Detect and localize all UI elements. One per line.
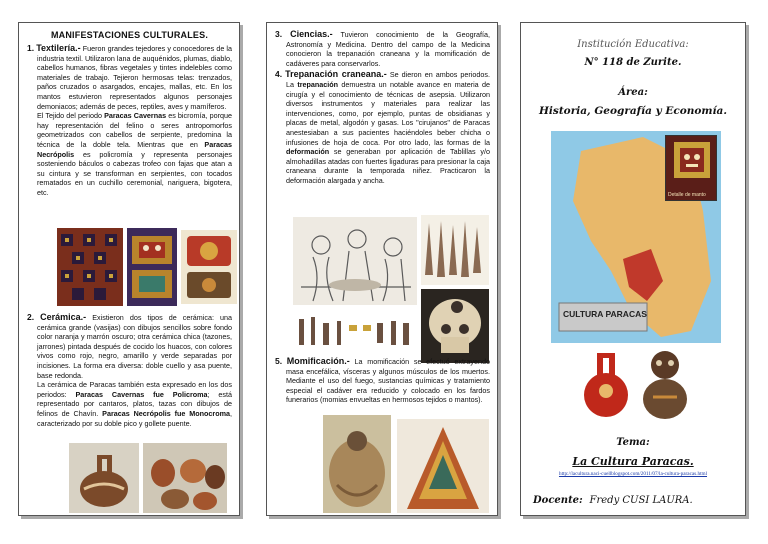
- item-momificacion: [275, 357, 490, 405]
- item-textileria-periods: [27, 111, 232, 197]
- textile-photo-3: [181, 230, 237, 304]
- teacher-label: Docente:: [533, 495, 583, 506]
- figure-vessel-photo: [637, 345, 693, 421]
- text-fragment: La cerámica de Paracas también esta expresado en los dos periodos:: [37, 380, 232, 399]
- trepanned-skull-photo: [421, 289, 489, 363]
- bold-term: Paracas Cavernas fue Policroma: [75, 389, 208, 399]
- item-ceramica: [27, 313, 232, 380]
- item-textileria: [27, 44, 232, 111]
- text-fragment: Se dieron en ambos periodos. La: [286, 70, 490, 89]
- text-fragment: se generaban por aplicación de Tablillas y/o almohadillas atadas con fuertes ligaduras para presionar la caja craneana durante la temporada niñez. Practicaron la deformación alargada y ancha.: [286, 147, 490, 185]
- school-name: N° 118 de Zurite.: [584, 57, 682, 68]
- text-fragment: ; está representado por cantaros, platos, tazas con dibujos de felinos de Chavín.: [37, 389, 232, 418]
- panel-cultural-manifestations: [18, 22, 240, 516]
- area-label: Área:: [618, 87, 648, 98]
- inset-caption: Detalle de manto: [668, 192, 706, 198]
- source-link[interactable]: http://lacultura.naci-cuellblogspot.com/2011/07/la-cultura-paracas.html: [558, 471, 708, 477]
- section-heading: MANIFESTACIONES CULTURALES.: [50, 30, 209, 40]
- item-title: Cerámica.-: [40, 312, 87, 322]
- item-title: Ciencias.-: [290, 29, 333, 39]
- mummy-photo: [323, 415, 391, 513]
- funerary-bundle-photo: [397, 419, 489, 513]
- text-fragment: es policromía y representa personajes sosteniendo báculos o cabezas trofeo con fajas que atan a su cintura y se transforman en serpientes, con tocados rematados en un cuchillo ceremonial, nariguera, bigotera, etc.: [37, 149, 232, 197]
- item-number: 3.: [275, 29, 283, 39]
- item-number: 2.: [27, 312, 35, 322]
- area-name: Historia, Geografía y Economía.: [539, 105, 727, 117]
- item-text: Tuvieron conocimiento de la Geografía, Astronomía y Medicina. Dentro del campo de la Medicina conocieron la trepanación craneana y la momificación de cadáveres para conservarlos.: [286, 30, 490, 68]
- text-fragment: demuestra un notable avance en materia de cirugía y el conocimiento de técnicas de asepsia. Utilizaron diversos instrumentos y materiales para realizar las intervenciones, como, por ejemplo, puntas de obsidianas y placas de metal, algodón y gasas. Los "cirujanos" de Paracas anestesiaban a sus pacientes haciéndoles beber chicha o infusiones de hoja de coca. Por otro lado, las formas de la: [286, 79, 490, 147]
- bold-term: Paracas Necrópolis: [37, 139, 232, 159]
- institution-label: Institución Educativa:: [577, 39, 689, 50]
- item-text: Existieron dos tipos de cerámica: una cerámica grande (vasijas) con dibujos sencillos sobre fondo color naranja y marrón oscuro; otra cerámica chica (tazones, jarrones) pintada después de cocido los huacos, con colores vivos como rojo, negro, amarillo y verde separadas por incisiones. La forma era diversa: doble cuello y asa puente, base redonda.: [37, 313, 232, 380]
- item-ceramica-periods: [27, 380, 232, 428]
- item-ciencias: [275, 30, 490, 68]
- map-caption: CULTURA PARACAS: [563, 309, 647, 319]
- text-fragment: es bicromía, porque hay representación del felino o seres antropomorfos geometrizados con cabellos de serpiente, predomina la técnica de la doble tela. Mientras que en: [37, 111, 232, 149]
- item-trepanacion: [275, 70, 490, 185]
- text-fragment: , caracterizado por su doble pico y gollete puente.: [37, 408, 232, 428]
- bold-term: Paracas Necrópolis fue Monocroma: [102, 408, 230, 418]
- teacher-name: Fredy CUSI LAURA.: [589, 495, 693, 506]
- ceramic-photo-1: [69, 443, 139, 513]
- tema-name: La Cultura Paracas.: [572, 455, 694, 468]
- item-title: Momificación.-: [286, 356, 350, 366]
- obsidian-tools-photo: [421, 215, 489, 285]
- red-vessel-photo: [579, 345, 633, 421]
- bold-term: trepanación: [297, 79, 339, 89]
- textile-photo-2: [127, 228, 177, 306]
- panel-cover: [520, 22, 746, 516]
- trepanation-illustration: [293, 217, 417, 305]
- item-number: 1.: [27, 43, 35, 53]
- bold-term: Paracas Cavernas: [104, 111, 167, 121]
- item-text: La momificación se efectuó extrayendo masa encefálica, vísceras y algunos músculos de los muertos. Mediante el uso del fuego, sustancias químicas y tratamiento especial el cadáver era reducido y colocado en los fardos funerarios (momias envueltas en hermosos tejidos o mantos).: [286, 357, 490, 405]
- panel-sciences: [266, 22, 498, 516]
- bold-term: deformación: [286, 147, 330, 157]
- paracas-map: [551, 131, 721, 343]
- instruments-photo: [293, 309, 417, 359]
- item-text: Fueron grandes tejedores y conocedores de la industria textil. Utilizaron lana de auquénidos, plumas, diablo, cabellos humanos, fibras vegetales y tintes indelebles como materiales de trabajo. Tejieron hermosas telas: trenzados, paños cruzados o asargados, encajes, mallas, etc. En los mantos estuvieron representados algunos personajes demoniacos; además de peces, reptiles, aves y mamíferos.: [37, 44, 233, 111]
- text-fragment: El Tejido del periodo: [37, 111, 105, 121]
- item-title: Textilería.-: [36, 43, 81, 53]
- ceramic-photo-2: [143, 443, 227, 513]
- teacher-line: [533, 495, 693, 506]
- mantle-detail-inset: [665, 135, 717, 201]
- tema-label: Tema:: [616, 437, 650, 448]
- item-number: 5.: [275, 356, 283, 366]
- item-title: Trepanación craneana.-: [285, 69, 387, 80]
- item-number: 4.: [275, 69, 283, 80]
- textile-photo-1: [57, 228, 123, 306]
